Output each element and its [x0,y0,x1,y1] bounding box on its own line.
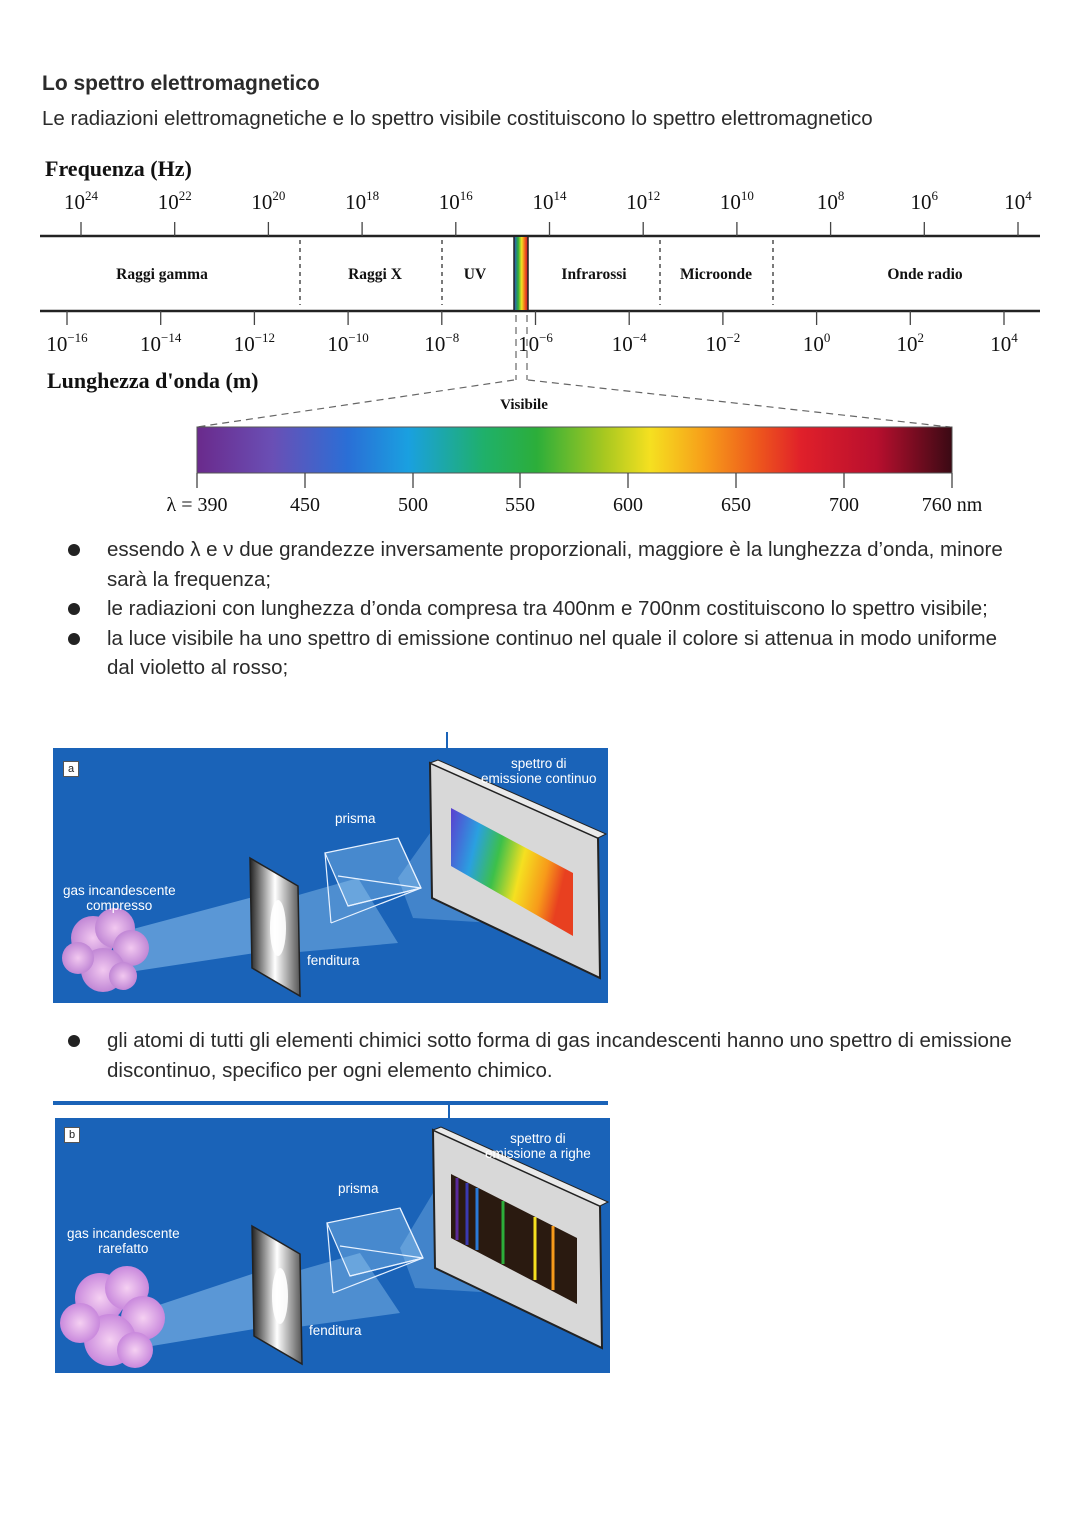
spectrum-lines [0,0,1080,530]
list-item: gli atomi di tutti gli elementi chimici sotto forma di gas incandescenti hanno uno spettro di emissione discontinuo, specifico per ogni elemento chimico. [60,1026,1020,1085]
wavelength-tick-label: $10^{-2}$ [705,330,741,356]
visible-tick-label: 450 [290,494,320,516]
wavelength-tick-label: $10^4$ [990,330,1018,356]
figure-a-screen-label: spettro di emissione continuo [481,756,597,786]
frequency-tick-label: $10^{24}$ [64,188,98,214]
frequency-tick-label: $10^6$ [910,188,939,214]
spectrum-region-label: Raggi X [348,266,402,283]
frequency-tick-label: $10^8$ [816,188,845,214]
figure-b-source-label: gas incandescente rarefatto [67,1226,180,1256]
bullet-dot [68,1035,80,1047]
bullet-list-2 [60,1026,1020,1085]
frequency-tick-label: $10^{16}$ [438,188,473,214]
frequency-tick-label: $10^4$ [1004,188,1032,214]
frequency-tick-label: $10^{22}$ [157,188,192,214]
page-subtitle: Le radiazioni elettromagnetiche e lo spettro visibile costituiscono lo spettro elettromagnetico [42,107,873,130]
figure-b-letter: b [64,1127,80,1143]
visible-tick-label: 650 [721,494,751,516]
wavelength-tick-label: $10^{-4}$ [611,330,647,356]
wavelength-tick-label: $10^{-6}$ [518,330,553,356]
figure-line-spectrum [55,1118,610,1373]
wavelength-tick-label: $10^{-16}$ [46,330,88,356]
frequency-tick-label: $10^{18}$ [345,188,380,214]
list-item: essendo λ e ν due grandezze inversamente proporzionali, maggiore è la lunghezza d’onda, minore sarà la frequenza; [60,535,1020,594]
wavelength-tick-label: $10^0$ [802,330,831,356]
em-spectrum-diagram [0,0,1080,530]
bullet-list-1 [60,535,1020,683]
figure-continuous-spectrum [53,748,608,1003]
spectrum-region-label: Microonde [679,266,753,283]
bullet-dot [68,544,80,556]
frequency-axis-title: Frequenza (Hz) [45,156,192,181]
figure-b-slit-label: fenditura [309,1323,362,1338]
figure-b-top-rule [53,1101,608,1105]
figure-b-marker [448,1105,450,1119]
figure-b-prism-label: prisma [338,1181,379,1196]
figure-a-prism-label: prisma [335,811,376,826]
wavelength-tick-label: $10^{-10}$ [327,330,369,356]
spectrum-region-label: UV [463,266,487,283]
wavelength-tick-label: $10^{-14}$ [140,330,182,356]
visible-tick-label: 700 [829,494,859,516]
list-item: le radiazioni con lunghezza d’onda compresa tra 400nm e 700nm costituiscono lo spettro visibile; [60,594,1020,624]
spectrum-region-label: Infrarossi [561,266,627,283]
wavelength-tick-label: $10^{-8}$ [424,330,460,356]
visible-tick-label: 760 nm [921,494,983,516]
bullet-dot [68,633,80,645]
visible-tick-label: 550 [505,494,535,516]
figure-a-letter: a [63,761,79,777]
bullet-dot [68,603,80,615]
spectrum-region-label: Onde radio [887,266,963,283]
wavelength-tick-label: $10^2$ [896,330,925,356]
visible-label: Visibile [500,397,548,413]
visible-tick-label: 500 [398,494,428,516]
list-item: la luce visibile ha uno spettro di emissione continuo nel quale il colore si attenua in modo uniforme dal violetto al rosso; [60,624,1020,683]
wavelength-tick-label: $10^{-12}$ [233,330,276,356]
frequency-tick-label: $10^{14}$ [532,188,567,214]
visible-tick-label: λ = 390 [166,494,228,516]
wavelength-axis-title: Lunghezza d'onda (m) [47,368,259,393]
figure-a-slit-label: fenditura [307,953,360,968]
spectrum-region-label: Raggi gamma [116,266,208,283]
frequency-tick-label: $10^{12}$ [626,188,661,214]
figure-b-screen-label: spettro di emissione a righe [485,1131,591,1161]
frequency-tick-label: $10^{10}$ [719,188,754,214]
visible-tick-label: 600 [613,494,643,516]
page-title: Lo spettro elettromagnetico [42,72,320,95]
figure-a-source-label: gas incandescente compresso [63,883,176,913]
frequency-tick-label: $10^{20}$ [251,188,286,214]
